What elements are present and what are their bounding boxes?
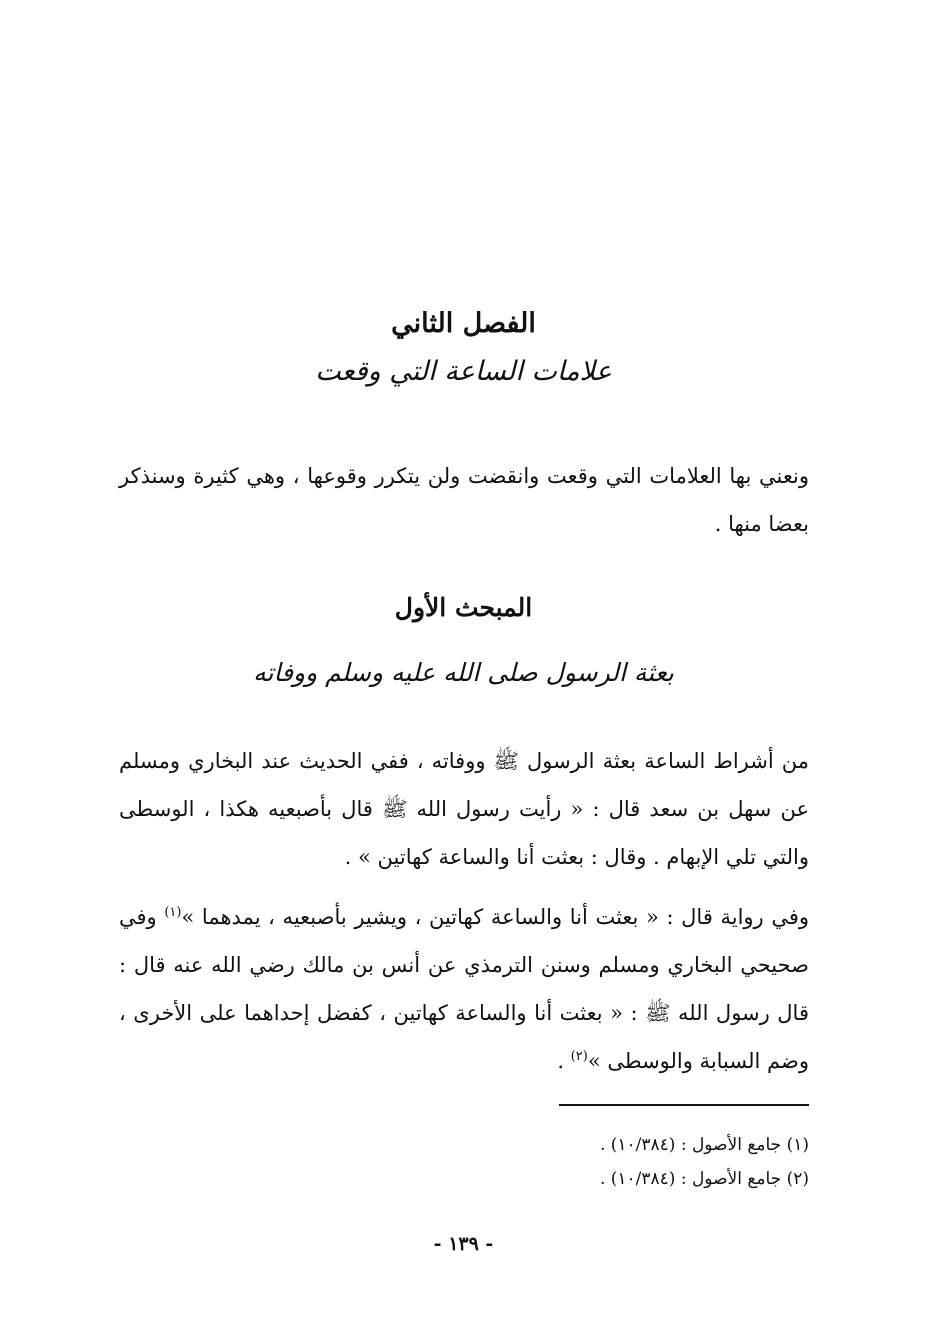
footnote-ref-1: (١) <box>164 905 182 920</box>
paragraph-2-part-3: . <box>557 1049 571 1073</box>
paragraph-2-text <box>119 893 809 1085</box>
intro-paragraph: ونعني بها العلامات التي وقعت وانقضت ولن يتكرر وقوعها ، وهي كثيرة وسنذكر بعضا منها . <box>119 464 809 536</box>
paragraph-2-part-1: وفي رواية قال : « بعثت أنا والساعة كهاتين ، ويشير بأصبعيه ، يمدهما » <box>181 905 809 929</box>
footnote-2: (٢) جامع الأصول : (١٠/٣٨٤) . <box>599 1169 809 1189</box>
paragraph-1: من أشراط الساعة بعثة الرسول ﷺ ووفاته ، ففي الحديث عند البخاري ومسلم عن سهل بن سعد قال : « رأيت رسول الله ﷺ قال بأصبعيه هكذا ، الوسطى والتي تلي الإبهام . وقال : بعثت أنا والساعة كهاتين » . <box>119 749 809 869</box>
footnote-ref-2: (٢) <box>570 1049 588 1064</box>
section-title: المبحث الأول <box>394 593 533 622</box>
section-subtitle: بعثة الرسول صلى الله عليه وسلم ووفاته <box>253 658 674 687</box>
footnotes <box>209 1128 809 1196</box>
paragraph-2-part-2: وفي صحيحي البخاري ومسلم وسنن الترمذي عن أنس بن مالك رضي الله عنه قال : قال رسول الله ﷺ : « بعثت أنا والساعة كهاتين ، كفضل إحداهما على الأخرى ، وضم السبابة والوسطى » <box>119 905 809 1073</box>
footnote-1: (١) جامع الأصول : (١٠/٣٨٤) . <box>599 1135 809 1155</box>
chapter-title: الفصل الثاني <box>391 308 536 339</box>
footnote-divider <box>559 1104 809 1106</box>
paragraph-2 <box>119 893 809 1085</box>
page-number: - ١٣٩ - <box>433 1233 494 1255</box>
chapter-subtitle: علامات الساعة التي وقعت <box>315 356 612 387</box>
